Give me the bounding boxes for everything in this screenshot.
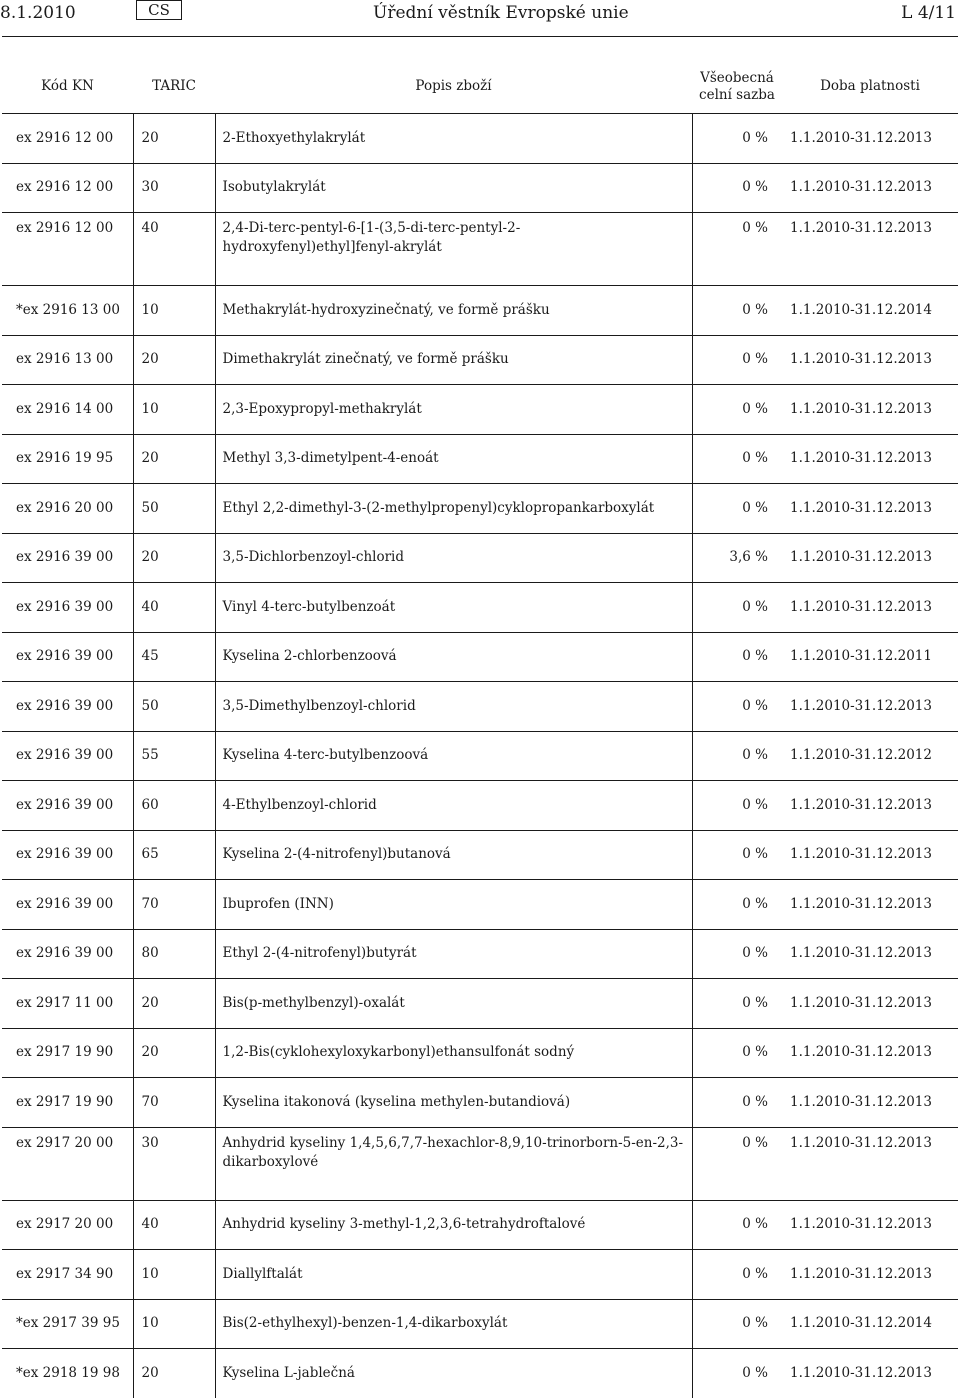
cell-popis: Bis(2-ethylhexyl)-benzen-1,4-dikarboxylát bbox=[215, 1299, 692, 1349]
table-row bbox=[2, 1200, 958, 1250]
cell-sazba: 0 % bbox=[692, 929, 782, 979]
cell-doba: 1.1.2010-31.12.2013 bbox=[790, 1265, 932, 1282]
cell-taric: 40 bbox=[133, 1200, 215, 1250]
table-row bbox=[2, 979, 958, 1029]
cell-sazba: 0 % bbox=[692, 632, 782, 682]
cell-taric: 30 bbox=[133, 1127, 215, 1200]
cell-sazba: 0 % bbox=[692, 1078, 782, 1128]
cell-doba: 1.1.2010-31.12.2013 bbox=[790, 129, 932, 146]
cell-popis: Isobutylakrylát bbox=[215, 163, 692, 213]
cell-doba: 1.1.2010-31.12.2013 bbox=[790, 697, 932, 714]
cell-kod: ex 2917 20 00 bbox=[16, 1134, 114, 1151]
cell-doba: 1.1.2010-31.12.2013 bbox=[790, 846, 932, 863]
cell-doba: 1.1.2010-31.12.2013 bbox=[790, 220, 932, 236]
cell-sazba: 0 % bbox=[692, 583, 782, 633]
cell-doba: 1.1.2010-31.12.2013 bbox=[790, 1044, 932, 1061]
table-row bbox=[2, 1250, 958, 1300]
cell-popis: Ibuprofen (INN) bbox=[215, 880, 692, 930]
tariff-table bbox=[2, 60, 958, 1398]
cell-sazba: 0 % bbox=[692, 163, 782, 213]
cell-sazba: 0 % bbox=[692, 385, 782, 435]
cell-doba: 1.1.2010-31.12.2013 bbox=[790, 598, 932, 615]
table-row bbox=[2, 286, 958, 336]
cell-taric: 10 bbox=[133, 385, 215, 435]
cell-kod: ex 2916 19 95 bbox=[16, 450, 114, 467]
cell-sazba: 0 % bbox=[692, 682, 782, 732]
cell-doba: 1.1.2010-31.12.2013 bbox=[790, 1134, 932, 1151]
cell-doba: 1.1.2010-31.12.2013 bbox=[790, 549, 932, 566]
cell-popis: Kyselina 2-chlorbenzoová bbox=[215, 632, 692, 682]
cell-doba: 1.1.2010-31.12.2012 bbox=[790, 747, 932, 764]
table-row bbox=[2, 632, 958, 682]
cell-doba: 1.1.2010-31.12.2011 bbox=[790, 648, 932, 665]
table-row bbox=[2, 1078, 958, 1128]
table-row bbox=[2, 682, 958, 732]
cell-popis: 4-Ethylbenzoyl-chlorid bbox=[215, 781, 692, 831]
cell-sazba: 0 % bbox=[692, 1250, 782, 1300]
cell-kod: ex 2916 39 00 bbox=[16, 895, 114, 912]
table-row bbox=[2, 385, 958, 435]
cell-doba: 1.1.2010-31.12.2013 bbox=[790, 400, 932, 417]
table-row bbox=[2, 583, 958, 633]
cell-sazba: 0 % bbox=[692, 1299, 782, 1349]
cell-taric: 40 bbox=[133, 583, 215, 633]
cell-taric: 45 bbox=[133, 632, 215, 682]
cell-popis: Ethyl 2-(4-nitrofenyl)butyrát bbox=[215, 929, 692, 979]
table-row bbox=[2, 731, 958, 781]
cell-kod: ex 2916 12 00 bbox=[16, 179, 114, 196]
cell-kod: ex 2916 39 00 bbox=[16, 846, 114, 863]
cell-taric: 20 bbox=[133, 1028, 215, 1078]
table-row bbox=[2, 533, 958, 583]
cell-popis: Diallylftalát bbox=[215, 1250, 692, 1300]
cell-sazba: 0 % bbox=[692, 979, 782, 1029]
cell-taric: 20 bbox=[133, 335, 215, 385]
cell-sazba: 0 % bbox=[692, 781, 782, 831]
cell-doba: 1.1.2010-31.12.2014 bbox=[790, 1315, 932, 1332]
cell-sazba: 0 % bbox=[692, 335, 782, 385]
cell-popis: 3,5-Dichlorbenzoyl-chlorid bbox=[215, 533, 692, 583]
cell-taric: 30 bbox=[133, 163, 215, 213]
cell-kod: ex 2916 12 00 bbox=[16, 129, 114, 146]
cell-sazba: 0 % bbox=[692, 286, 782, 336]
table-row bbox=[2, 434, 958, 484]
cell-kod: ex 2916 12 00 bbox=[16, 220, 114, 236]
cell-sazba: 3,6 % bbox=[692, 533, 782, 583]
cell-taric: 80 bbox=[133, 929, 215, 979]
cell-sazba: 0 % bbox=[692, 114, 782, 164]
cell-popis: Bis(p-methylbenzyl)-oxalát bbox=[215, 979, 692, 1029]
cell-kod: ex 2917 20 00 bbox=[16, 1216, 114, 1233]
cell-popis: Methakrylát-hydroxyzinečnatý, ve formě prášku bbox=[215, 286, 692, 336]
header-divider bbox=[2, 36, 958, 37]
col-header-sazba-line2: celní sazba bbox=[699, 86, 775, 103]
cell-popis: Anhydrid kyseliny 3-methyl-1,2,3,6-tetrahydroftalové bbox=[215, 1200, 692, 1250]
cell-taric: 20 bbox=[133, 533, 215, 583]
cell-taric: 40 bbox=[133, 213, 215, 286]
cell-kod: ex 2916 14 00 bbox=[16, 400, 114, 417]
col-header-popis: Popis zboží bbox=[415, 78, 492, 94]
col-header-sazba-line1: Všeobecná bbox=[700, 69, 774, 86]
language-badge: CS bbox=[136, 0, 182, 20]
cell-popis: Methyl 3,3-dimetylpent-4-enoát bbox=[215, 434, 692, 484]
cell-popis: Anhydrid kyseliny 1,4,5,6,7,7-hexachlor-8,9,10-trinorborn-5-en-2,3-dikarboxylové bbox=[215, 1127, 692, 1200]
cell-kod: ex 2916 39 00 bbox=[16, 697, 114, 714]
cell-kod: ex 2916 39 00 bbox=[16, 549, 114, 566]
cell-doba: 1.1.2010-31.12.2013 bbox=[790, 450, 932, 467]
cell-popis: Kyselina 2-(4-nitrofenyl)butanová bbox=[215, 830, 692, 880]
cell-popis: Ethyl 2,2-dimethyl-3-(2-methylpropenyl)cyklopropankarboxylát bbox=[215, 484, 692, 534]
col-header-taric: TARIC bbox=[152, 78, 196, 94]
cell-sazba: 0 % bbox=[692, 213, 782, 286]
cell-taric: 20 bbox=[133, 434, 215, 484]
cell-popis: Dimethakrylát zinečnatý, ve formě prášku bbox=[215, 335, 692, 385]
cell-sazba: 0 % bbox=[692, 1200, 782, 1250]
cell-doba: 1.1.2010-31.12.2013 bbox=[790, 179, 932, 196]
cell-kod: ex 2916 39 00 bbox=[16, 796, 114, 813]
cell-kod: ex 2916 39 00 bbox=[16, 598, 114, 615]
cell-sazba: 0 % bbox=[692, 484, 782, 534]
cell-kod: *ex 2918 19 98 bbox=[16, 1364, 120, 1381]
cell-taric: 55 bbox=[133, 731, 215, 781]
cell-kod: ex 2917 19 90 bbox=[16, 1093, 114, 1110]
cell-taric: 70 bbox=[133, 1078, 215, 1128]
cell-taric: 10 bbox=[133, 1250, 215, 1300]
cell-doba: 1.1.2010-31.12.2013 bbox=[790, 499, 932, 516]
table-row bbox=[2, 114, 958, 164]
table-row bbox=[2, 484, 958, 534]
cell-doba: 1.1.2010-31.12.2013 bbox=[790, 945, 932, 962]
page-header bbox=[0, 0, 960, 30]
cell-sazba: 0 % bbox=[692, 830, 782, 880]
cell-popis: Kyselina 4-terc-butylbenzoová bbox=[215, 731, 692, 781]
cell-kod: ex 2917 11 00 bbox=[16, 994, 114, 1011]
cell-taric: 10 bbox=[133, 286, 215, 336]
cell-kod: ex 2916 20 00 bbox=[16, 499, 114, 516]
publication-date: 8.1.2010 bbox=[0, 3, 76, 23]
cell-doba: 1.1.2010-31.12.2013 bbox=[790, 351, 932, 368]
cell-sazba: 0 % bbox=[692, 1127, 782, 1200]
table-row bbox=[2, 1127, 958, 1200]
col-header-sazba bbox=[692, 60, 782, 114]
col-header-kod: Kód KN bbox=[41, 78, 94, 94]
cell-popis: 1,2-Bis(cyklohexyloxykarbonyl)ethansulfonát sodný bbox=[215, 1028, 692, 1078]
cell-kod: ex 2917 19 90 bbox=[16, 1044, 114, 1061]
cell-taric: 50 bbox=[133, 484, 215, 534]
cell-popis: 2,4-Di-terc-pentyl-6-[1-(3,5-di-terc-pentyl-2-hydroxyfenyl)ethyl]fenyl-akrylát bbox=[215, 213, 692, 286]
cell-doba: 1.1.2010-31.12.2013 bbox=[790, 994, 932, 1011]
col-header-doba: Doba platnosti bbox=[820, 78, 920, 94]
table-row bbox=[2, 1028, 958, 1078]
table-row bbox=[2, 830, 958, 880]
cell-popis: 2,3-Epoxypropyl-methakrylát bbox=[215, 385, 692, 435]
cell-doba: 1.1.2010-31.12.2013 bbox=[790, 1093, 932, 1110]
cell-taric: 50 bbox=[133, 682, 215, 732]
table-header-row bbox=[2, 60, 958, 114]
table-row bbox=[2, 781, 958, 831]
cell-popis: 2-Ethoxyethylakrylát bbox=[215, 114, 692, 164]
cell-kod: *ex 2917 39 95 bbox=[16, 1315, 120, 1332]
table-row bbox=[2, 163, 958, 213]
cell-popis: Vinyl 4-terc-butylbenzoát bbox=[215, 583, 692, 633]
cell-sazba: 0 % bbox=[692, 880, 782, 930]
cell-doba: 1.1.2010-31.12.2013 bbox=[790, 1364, 932, 1381]
cell-kod: ex 2916 13 00 bbox=[16, 351, 114, 368]
cell-kod: ex 2916 39 00 bbox=[16, 747, 114, 764]
cell-taric: 20 bbox=[133, 979, 215, 1029]
cell-doba: 1.1.2010-31.12.2013 bbox=[790, 796, 932, 813]
page-number: L 4/11 bbox=[901, 3, 956, 23]
cell-sazba: 0 % bbox=[692, 434, 782, 484]
table-row bbox=[2, 880, 958, 930]
cell-doba: 1.1.2010-31.12.2013 bbox=[790, 1216, 932, 1233]
cell-taric: 10 bbox=[133, 1299, 215, 1349]
cell-taric: 20 bbox=[133, 114, 215, 164]
cell-taric: 60 bbox=[133, 781, 215, 831]
table-row bbox=[2, 929, 958, 979]
cell-kod: ex 2916 39 00 bbox=[16, 648, 114, 665]
table-row bbox=[2, 1299, 958, 1349]
cell-kod: *ex 2916 13 00 bbox=[16, 301, 120, 318]
cell-taric: 70 bbox=[133, 880, 215, 930]
cell-sazba: 0 % bbox=[692, 1028, 782, 1078]
cell-doba: 1.1.2010-31.12.2013 bbox=[790, 895, 932, 912]
cell-taric: 20 bbox=[133, 1349, 215, 1398]
cell-popis: Kyselina itakonová (kyselina methylen-butandiová) bbox=[215, 1078, 692, 1128]
cell-kod: ex 2917 34 90 bbox=[16, 1265, 114, 1282]
table-row bbox=[2, 213, 958, 286]
cell-popis: Kyselina L-jablečná bbox=[215, 1349, 692, 1398]
journal-title: Úřední věstník Evropské unie bbox=[373, 3, 629, 23]
cell-sazba: 0 % bbox=[692, 731, 782, 781]
cell-popis: 3,5-Dimethylbenzoyl-chlorid bbox=[215, 682, 692, 732]
cell-doba: 1.1.2010-31.12.2014 bbox=[790, 301, 932, 318]
cell-kod: ex 2916 39 00 bbox=[16, 945, 114, 962]
cell-sazba: 0 % bbox=[692, 1349, 782, 1398]
cell-taric: 65 bbox=[133, 830, 215, 880]
table-row bbox=[2, 335, 958, 385]
table-row bbox=[2, 1349, 958, 1398]
